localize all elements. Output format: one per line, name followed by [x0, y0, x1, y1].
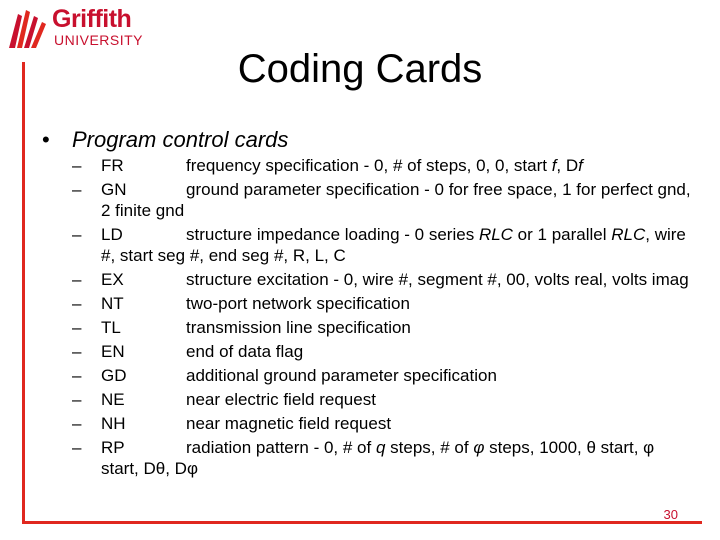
card-description: transmission line specification: [186, 318, 411, 337]
card-code: LD: [101, 225, 123, 244]
card-description: near magnetic field request: [186, 414, 392, 433]
list-item: [72, 389, 692, 410]
card-code: RP: [101, 438, 125, 457]
slide-title: [0, 44, 720, 94]
card-variable: q: [375, 438, 386, 457]
card-description: or 1 parallel: [512, 225, 612, 244]
dash-icon: –: [72, 294, 82, 313]
card-code: TL: [101, 318, 121, 337]
dash-icon: –: [72, 342, 82, 361]
bullet-dot-icon: •: [42, 127, 50, 152]
list-item: [72, 224, 692, 266]
card-code: GD: [101, 366, 127, 385]
dash-icon: –: [72, 270, 82, 289]
main-bullet: [42, 127, 288, 153]
card-code: EN: [101, 342, 125, 361]
card-description: additional ground parameter specification: [186, 366, 497, 385]
card-description: , wire #, start seg #, end seg #, R, L, C: [101, 225, 686, 265]
main-bullet-text: Program control cards: [72, 127, 289, 152]
dash-icon: –: [72, 180, 82, 199]
card-code: NH: [101, 414, 126, 433]
dash-icon: –: [72, 390, 82, 409]
dash-icon: –: [72, 156, 82, 175]
card-description: two-port network specification: [186, 294, 410, 313]
dash-icon: –: [72, 225, 82, 244]
dash-icon: –: [72, 366, 82, 385]
card-code: FR: [101, 156, 124, 175]
slide-title-text: Coding Cards: [237, 47, 483, 91]
card-description: , D: [556, 156, 579, 175]
dash-icon: –: [72, 414, 82, 433]
card-description: steps, # of: [385, 438, 474, 457]
list-item: [72, 179, 692, 221]
card-description: ground parameter specification - 0 for free space, 1 for perfect gnd, 2 finite gnd: [101, 180, 691, 220]
card-variable: f: [578, 156, 583, 175]
card-code: NE: [101, 390, 125, 409]
list-item: [72, 413, 692, 434]
bottom-divider: [22, 521, 702, 524]
card-variable: RLC: [478, 225, 513, 244]
list-item: [72, 155, 692, 176]
card-description: steps, 1000, θ start, φ start, Dθ, Dφ: [101, 438, 655, 478]
left-divider: [22, 62, 25, 524]
card-description: frequency specification - 0, # of steps, 0, 0, start: [186, 156, 552, 175]
card-description: structure impedance loading - 0 series: [186, 225, 479, 244]
card-description: structure excitation - 0, wire #, segment #, 00, volts real, volts imag: [186, 270, 689, 289]
card-code: NT: [101, 294, 124, 313]
card-code: EX: [101, 270, 124, 289]
card-variable: RLC: [611, 225, 646, 244]
control-card-list: [72, 155, 692, 482]
card-description: end of data flag: [186, 342, 304, 361]
card-variable: φ: [473, 438, 485, 457]
page-number: 30: [663, 507, 678, 522]
card-code: GN: [101, 180, 127, 199]
list-item: [72, 341, 692, 362]
list-item: [72, 293, 692, 314]
list-item: [72, 437, 692, 479]
dash-icon: –: [72, 318, 82, 337]
logo-subtitle: UNIVERSITY: [54, 32, 144, 48]
logo-wordmark: Griffith: [52, 5, 132, 33]
list-item: [72, 269, 692, 290]
card-description: near electric field request: [186, 390, 376, 409]
card-description: radiation pattern - 0, # of: [186, 438, 376, 457]
list-item: [72, 365, 692, 386]
card-variable: f: [551, 156, 557, 175]
dash-icon: –: [72, 438, 82, 457]
list-item: [72, 317, 692, 338]
